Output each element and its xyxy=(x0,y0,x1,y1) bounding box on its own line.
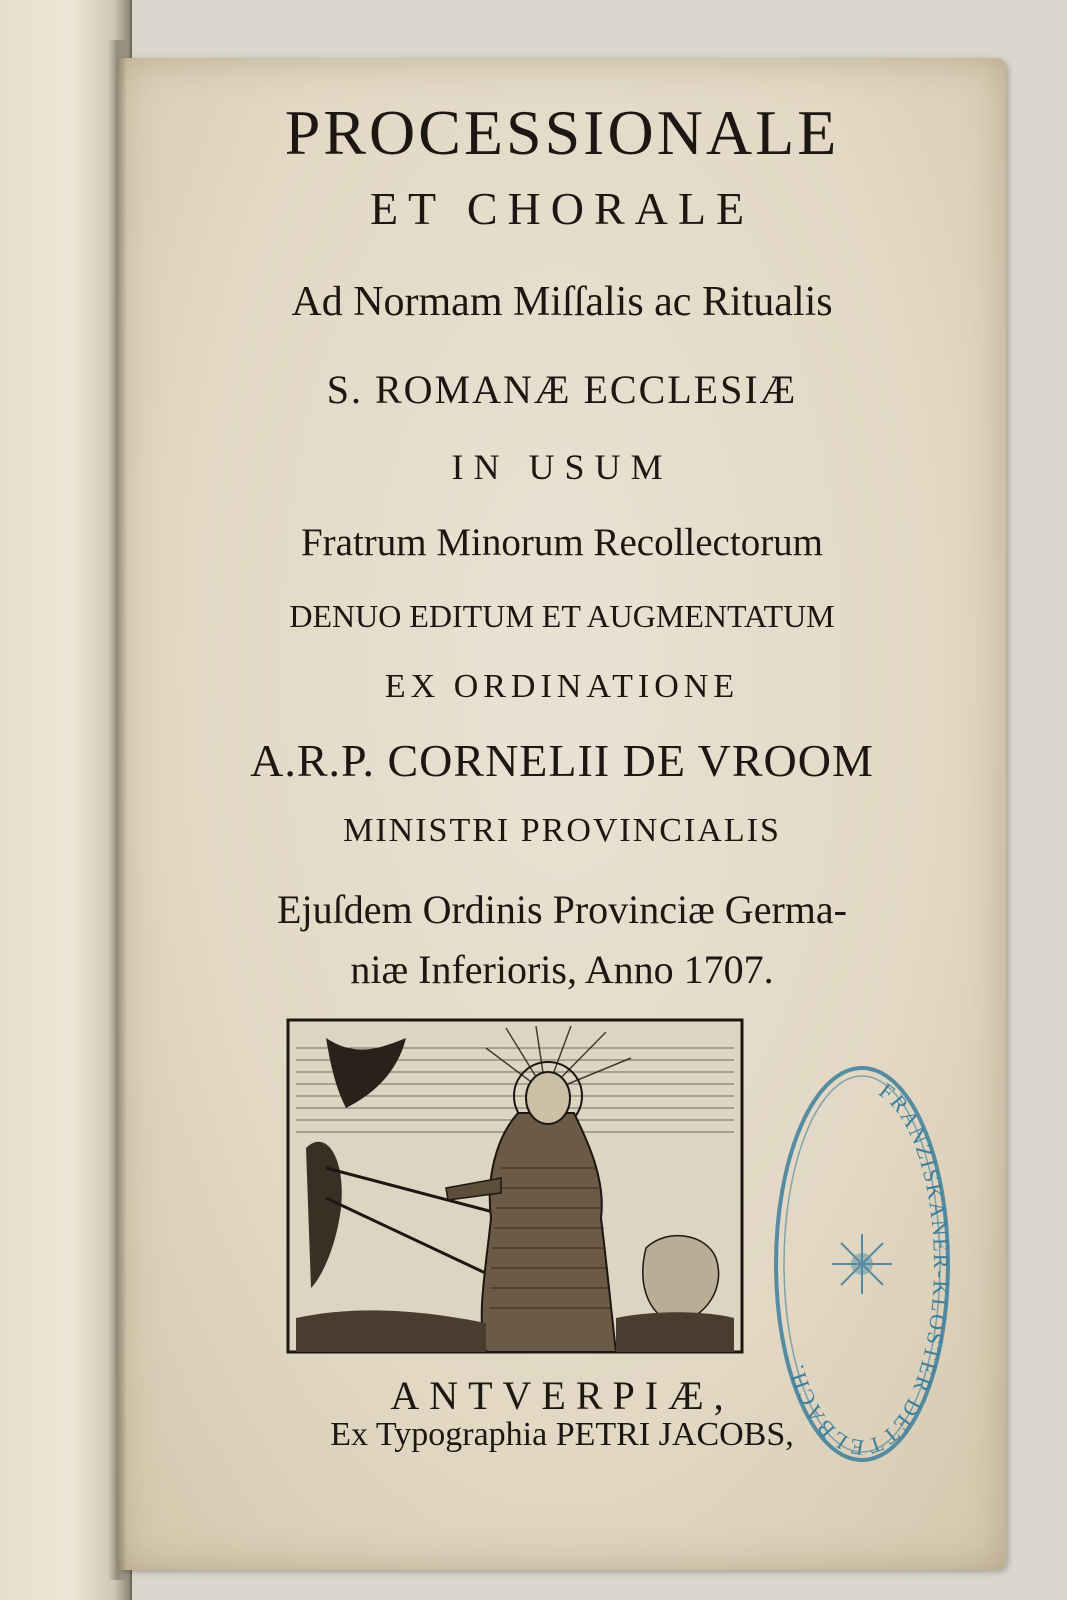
subtitle-denuo-editum: DENUO EDITUM ET AUGMENTATUM xyxy=(289,598,835,634)
sun-emblem-icon xyxy=(832,1234,892,1294)
author-cornelii-de-vroom: A.R.P. CORNELII DE VROOM xyxy=(250,735,874,786)
woodcut-illustration xyxy=(286,1018,744,1354)
subtitle-in-usum: IN USUM xyxy=(451,447,673,487)
subtitle-fratrum-minorum: Fratrum Minorum Recollectorum xyxy=(300,521,824,564)
subtitle-ex-ordinatione: EX ORDINATIONE xyxy=(384,668,740,705)
text-ejusdem-ordinis: Ejuſdem Ordinis Provinciæ Germa- xyxy=(277,887,847,932)
stamp-text: FRANZISKANER-KLOSTER DETTELBACH. xyxy=(782,1077,954,1461)
library-stamp xyxy=(768,1060,956,1468)
author-ministri-provincialis: MINISTRI PROVINCIALIS xyxy=(343,812,781,849)
subtitle-ad-normam: Ad Normam Miſſalis ac Ritualis xyxy=(291,279,833,325)
title-processionale: PROCESSIONALE xyxy=(284,97,840,168)
imprint-printer: Ex Typographia PETRI JACOBS, xyxy=(330,1416,794,1453)
imprint-antverpiae: ANTVERPIÆ, xyxy=(390,1373,734,1418)
book-gutter xyxy=(108,40,126,1580)
subtitle-romanae-ecclesiae: S. ROMANÆ ECCLESIÆ xyxy=(326,367,798,412)
text-anno-1707: niæ Inferioris, Anno 1707. xyxy=(350,947,774,992)
title-et-chorale: ET CHORALE xyxy=(369,183,755,234)
